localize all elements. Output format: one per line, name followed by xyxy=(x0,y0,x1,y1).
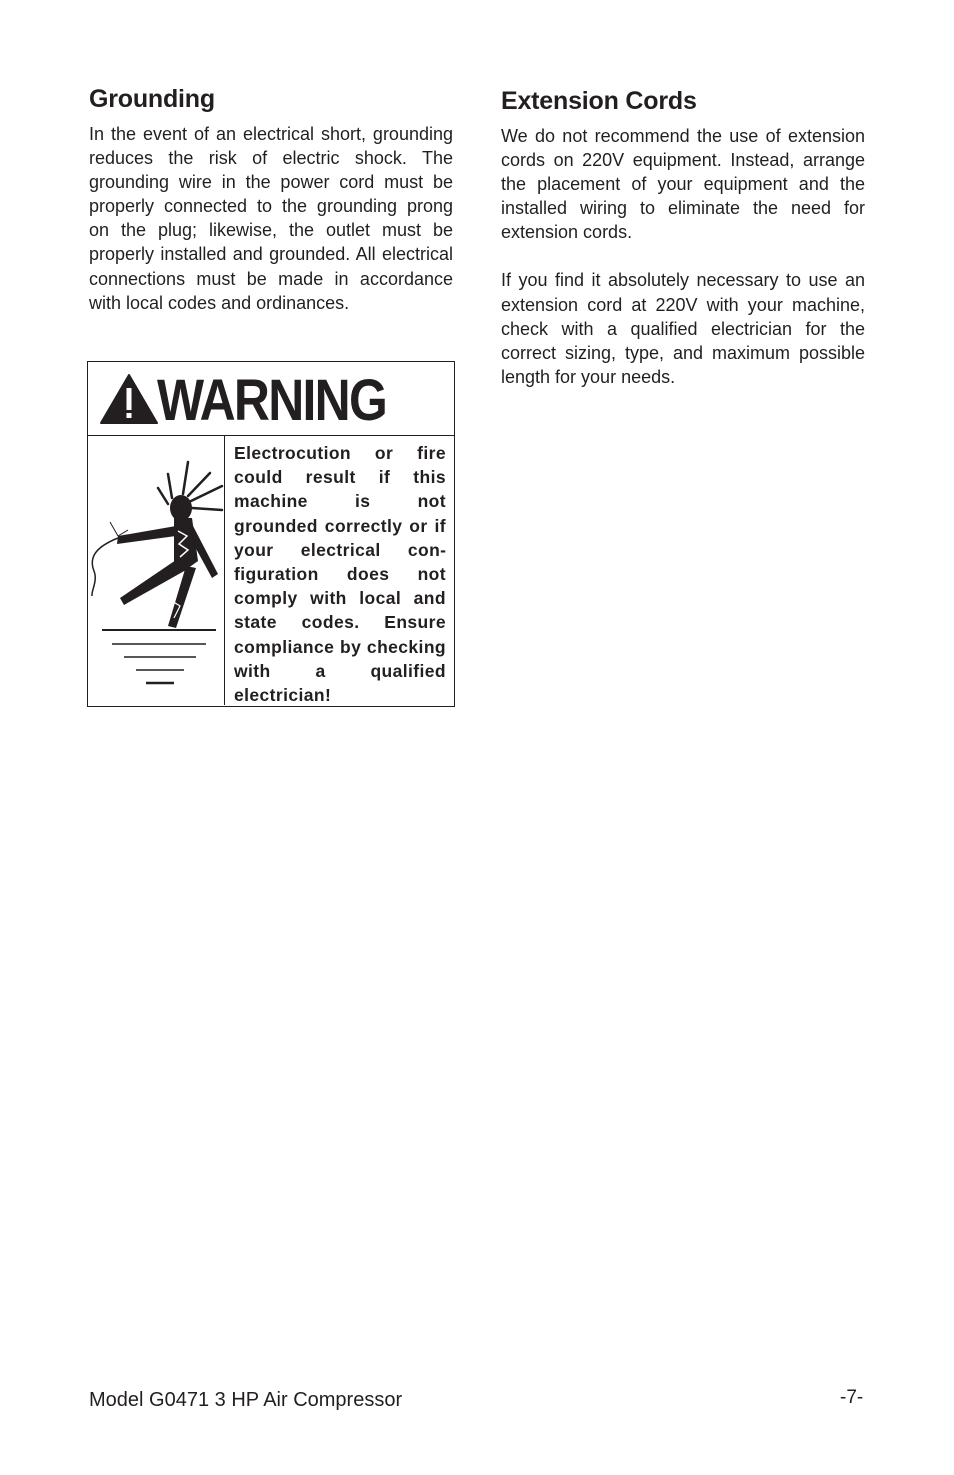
warning-message: Electrocution or fire could result if this machine is not grounded correctly or if your electrical configuration does not comply with local and state codes. Ensure compliance by checking with a qualified electrician! xyxy=(234,443,446,706)
grounding-section xyxy=(89,84,453,315)
extension-cords-paragraph-2: If you find it absolutely necessary to use an extension cord at 220V with your machine, check with a qualified electrician for the correct sizing, type, and maximum possible length for your needs. xyxy=(501,270,865,387)
footer-page-number: -7- xyxy=(840,1387,864,1408)
warning-header xyxy=(88,362,454,436)
grounding-heading: Grounding xyxy=(89,85,215,113)
electrocution-person-icon xyxy=(88,436,224,705)
footer-model-name: Model G0471 3 HP Air Compressor xyxy=(89,1389,403,1411)
warning-title: WARNING xyxy=(156,367,386,433)
warning-body xyxy=(88,436,454,705)
extension-cords-section xyxy=(501,86,865,389)
grounding-body: In the event of an electrical short, grounding reduces the risk of electric shock. The grounding wire in the power cord must be properly connected to the grounding prong on the plug; likewise, the outlet must be properly installed and grounded. All electrical connections must be made in accordance with local codes and ordinances. xyxy=(89,124,453,313)
electrocution-pictogram xyxy=(88,436,225,705)
exclamation-triangle-icon xyxy=(99,373,159,425)
warning-box xyxy=(87,361,455,707)
extension-cords-heading: Extension Cords xyxy=(501,87,697,115)
extension-cords-paragraph-1: We do not recommend the use of extension cords on 220V equipment. Instead, arrange the placement of your equipment and the installed wiring to eliminate the need for extension cords. xyxy=(501,126,865,243)
